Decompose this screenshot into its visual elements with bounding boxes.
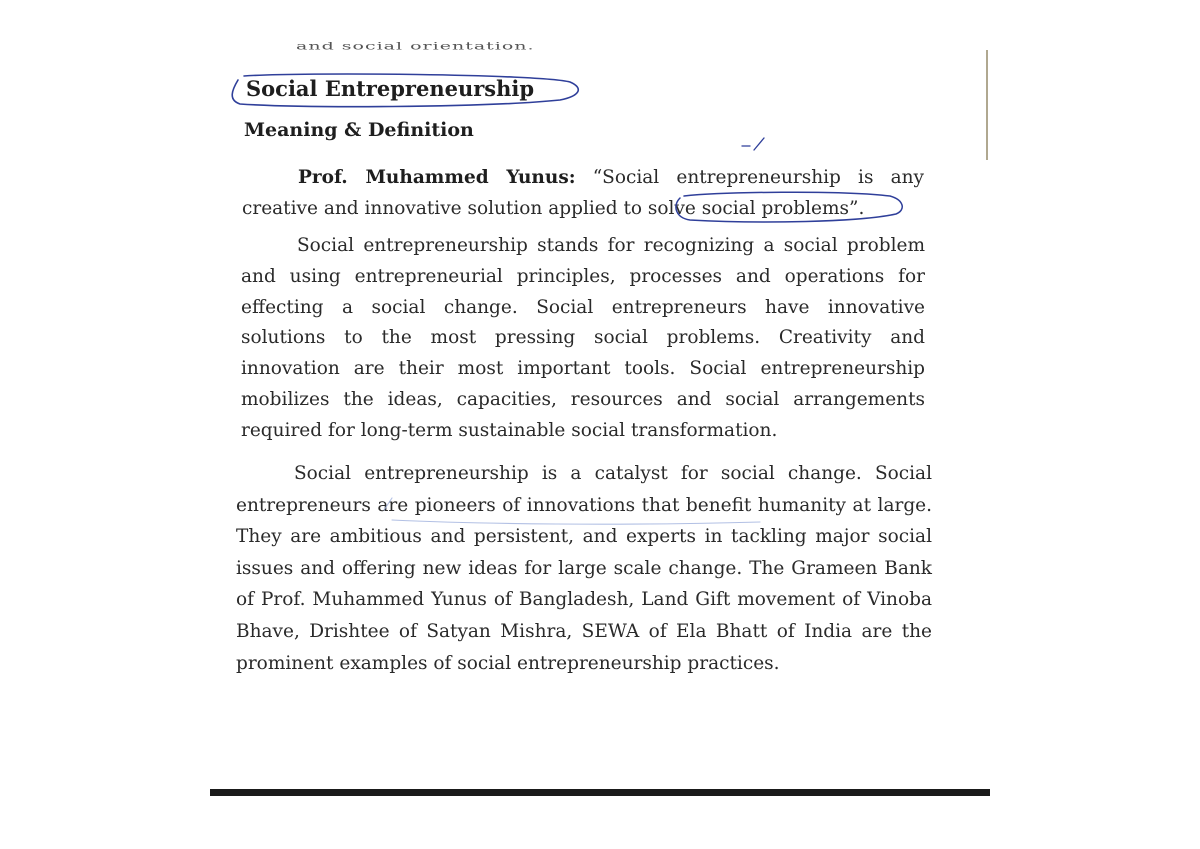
definition-paragraph [242,162,924,224]
body-paragraph-1: Social entrepreneurship stands for recognizing a social problem and using entrepreneurial principles, processes and operations for effecting a social change. Social entrepreneurs have innovative solutions to the most pressing social problems. Creativity and innovation are their most important tools. Social entrepreneurship mobilizes the ideas, capacities, resources and social arrangements required for long-term sustainable social transformation. [241,235,925,441]
page-edge-mark [986,50,988,160]
body-paragraph-2: Social entrepreneurship is a catalyst for social change. Social entrepreneurs are pioneers of innovations that benefit humanity at large. They are ambitious and persistent, and experts in tackling major social issues and offering new ideas for large scale change. The Grameen Bank of Prof. Muhammed Yunus of Bangladesh, Land Gift movement of Vinoba Bhave, Drishtee of Satyan Mishra, SEWA of Ela Bhatt of India are the prominent examples of social entrepreneurship practices. [236,463,932,674]
tick-mark-annotation [742,138,764,150]
section-heading: Social Entrepreneurship [246,76,535,101]
bottom-rule [210,789,990,796]
cut-off-text-line: and social orientation. [296,40,535,53]
subheading: Meaning & Definition [244,119,474,141]
definition-author: Prof. Muhammed Yunus: [298,167,576,188]
definition-quote: “Social entrepreneurship is any creative and innovative solution applied to solve social problems”. [242,167,924,219]
